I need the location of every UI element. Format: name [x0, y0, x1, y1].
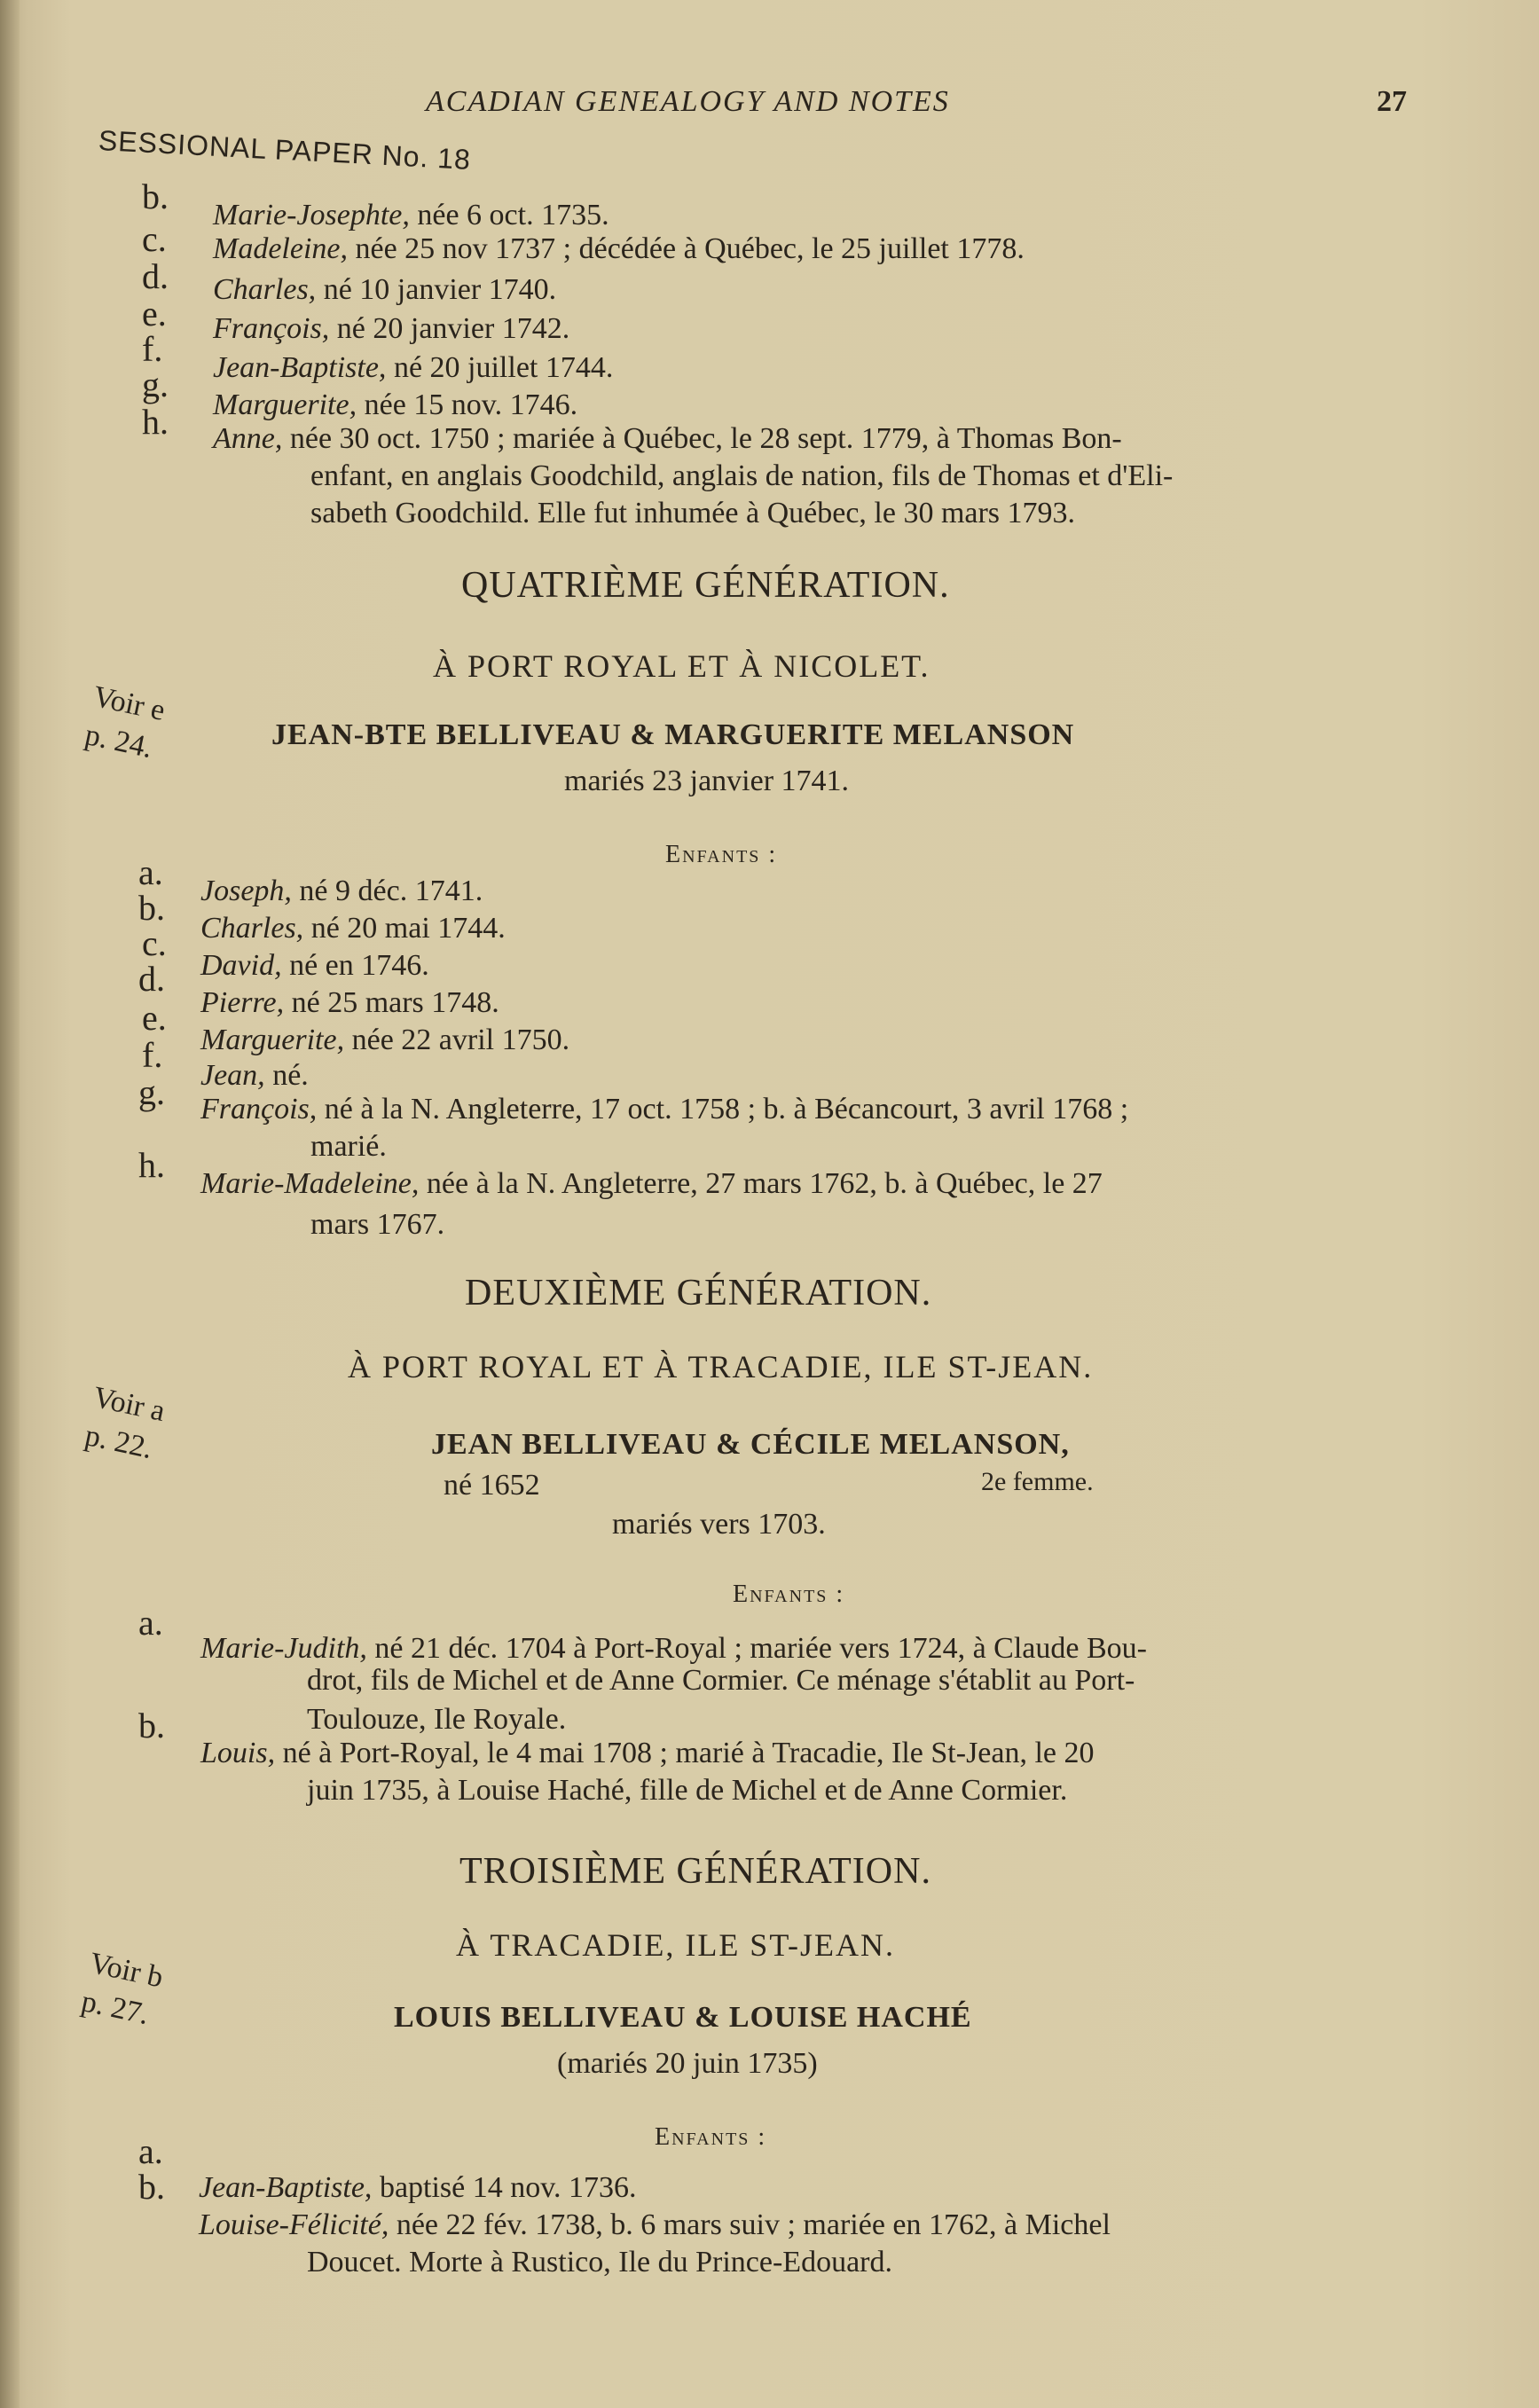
list-item — [199, 2208, 1111, 2242]
child-details: née 30 oct. 1750 ; mariée à Québec, le 28 sept. 1779, à Thomas Bon- — [282, 422, 1122, 455]
child-details: né à la N. Angleterre, 17 oct. 1758 ; b. à Bécancourt, 3 avril 1768 ; — [317, 1093, 1129, 1126]
child-details: né en 1746. — [281, 949, 429, 982]
cross-reference-note — [78, 1944, 167, 2035]
list-letter: b. — [138, 1706, 165, 1745]
list-letter: a. — [138, 1603, 163, 1643]
couple-heading: LOUIS BELLIVEAU & LOUISE HACHÉ — [394, 2001, 972, 2034]
entry-continuation: marié. — [310, 1130, 387, 1163]
children-heading: Enfants : — [665, 841, 778, 868]
marriage-date: mariés vers 1703. — [612, 1508, 826, 1541]
generation-title: QUATRIÈME GÉNÉRATION. — [461, 565, 950, 606]
child-name: Jean-Baptiste, — [213, 351, 387, 384]
place-heading: À PORT ROYAL ET À TRACADIE, ILE ST-JEAN. — [348, 1349, 1094, 1384]
cross-reference-note — [82, 1378, 169, 1470]
list-item — [200, 1632, 1147, 1666]
list-item — [213, 422, 1122, 456]
list-letter: e. — [142, 294, 167, 333]
entry-continuation: Doucet. Morte à Rustico, Ile du Prince-Edouard. — [307, 2246, 892, 2279]
child-name: Pierre, — [200, 986, 285, 1019]
entry-continuation: drot, fils de Michel et de Anne Cormier. Ce ménage s'établit au Port- — [307, 1664, 1135, 1697]
children-heading: Enfants : — [733, 1580, 845, 1608]
list-letter: f. — [142, 329, 163, 369]
marriage-date: (mariés 20 juin 1735) — [557, 2047, 818, 2080]
entry-continuation: Toulouze, Ile Royale. — [307, 1703, 567, 1736]
list-item — [213, 232, 1025, 266]
child-name: Marie-Josephte, — [213, 199, 410, 231]
cross-reference-note — [82, 678, 169, 769]
list-letter: h. — [142, 402, 169, 442]
child-name: Marie-Judith, — [200, 1632, 367, 1665]
birth-year: né 1652 — [444, 1469, 540, 1502]
list-letter: f. — [142, 1035, 163, 1075]
list-letter: c. — [142, 219, 167, 259]
child-name: Marie-Madeleine, — [200, 1167, 420, 1200]
list-item — [199, 2171, 637, 2205]
marriage-date: mariés 23 janvier 1741. — [564, 765, 850, 797]
child-details: né 10 janvier 1740. — [316, 273, 557, 306]
list-item — [213, 199, 609, 232]
list-letter: b. — [142, 176, 169, 216]
child-name: Jean-Baptiste, — [199, 2171, 373, 2204]
child-details: né 20 mai 1744. — [303, 912, 506, 945]
couple-heading: JEAN-BTE BELLIVEAU & MARGUERITE MELANSON — [271, 718, 1075, 751]
child-name: Louise-Félicité, — [199, 2208, 389, 2241]
child-name: David, — [200, 949, 282, 982]
list-item — [213, 273, 556, 307]
list-item — [200, 912, 506, 945]
generation-title: TROISIÈME GÉNÉRATION. — [459, 1851, 931, 1892]
child-details: né 20 juillet 1744. — [386, 351, 614, 384]
list-letter: c. — [142, 923, 167, 963]
sessional-paper-label: SESSIONAL PAPER No. 18 — [98, 124, 472, 176]
child-name: Joseph, — [200, 875, 292, 907]
list-letter: d. — [138, 959, 165, 999]
running-title: ACADIAN GENEALOGY AND NOTES — [426, 85, 950, 118]
cross-reference-line: p. 27. — [78, 1984, 153, 2032]
child-details: né 21 déc. 1704 à Port-Royal ; mariée vers 1724, à Claude Bou- — [366, 1632, 1147, 1665]
child-name: Charles, — [200, 912, 304, 945]
list-letter: h. — [138, 1145, 165, 1185]
couple-heading: JEAN BELLIVEAU & CÉCILE MELANSON, — [431, 1428, 1070, 1461]
cross-reference-line: Voir a — [90, 1380, 169, 1429]
list-letter: e. — [142, 998, 167, 1038]
place-heading: À TRACADIE, ILE ST-JEAN. — [456, 1927, 895, 1963]
cross-reference-line: p. 22. — [82, 1418, 156, 1466]
list-item — [213, 388, 577, 422]
children-heading: Enfants : — [655, 2123, 767, 2151]
child-name: François, — [213, 312, 330, 345]
child-name: Marguerite, — [200, 1024, 345, 1056]
list-letter: b. — [138, 888, 165, 928]
list-letter: a. — [138, 852, 163, 892]
list-item — [200, 1024, 569, 1057]
list-letter: b. — [138, 2167, 165, 2207]
second-wife-note: 2e femme. — [981, 1467, 1094, 1496]
list-item — [200, 1093, 1128, 1126]
child-name: Louis, — [200, 1737, 276, 1769]
list-letter: d. — [142, 256, 169, 296]
place-heading: À PORT ROYAL ET À NICOLET. — [433, 648, 930, 684]
list-letter: g. — [138, 1072, 165, 1112]
generation-title: DEUXIÈME GÉNÉRATION. — [465, 1273, 932, 1314]
child-details: né à Port-Royal, le 4 mai 1708 ; marié à Tracadie, Ile St-Jean, le 20 — [275, 1737, 1095, 1769]
child-details: née 22 fév. 1738, b. 6 mars suiv ; mariée en 1762, à Michel — [389, 2208, 1111, 2241]
list-letter: g. — [142, 365, 169, 404]
cross-reference-line: p. 24. — [82, 718, 156, 765]
list-item — [200, 875, 483, 908]
child-details: baptisé 14 nov. 1736. — [372, 2171, 637, 2204]
list-item — [200, 1059, 309, 1093]
entry-continuation: sabeth Goodchild. Elle fut inhumée à Québec, le 30 mars 1793. — [310, 497, 1076, 529]
entry-continuation: enfant, en anglais Goodchild, anglais de nation, fils de Thomas et d'Eli- — [310, 459, 1174, 492]
child-details: née 25 nov 1737 ; décédée à Québec, le 25 juillet 1778. — [348, 232, 1025, 265]
page-number: 27 — [1377, 85, 1407, 118]
child-details: né 9 déc. 1741. — [291, 875, 483, 907]
child-details: née 6 oct. 1735. — [409, 199, 609, 231]
child-name: François, — [200, 1093, 318, 1126]
child-name: Madeleine, — [213, 232, 348, 265]
child-details: né 25 mars 1748. — [284, 986, 499, 1019]
child-name: Charles, — [213, 273, 317, 306]
child-name: Jean, — [200, 1059, 265, 1092]
list-item — [200, 1167, 1103, 1201]
entry-continuation: juin 1735, à Louise Haché, fille de Michel et de Anne Cormier. — [307, 1774, 1068, 1807]
binding-gutter — [0, 0, 20, 2408]
child-name: Anne, — [213, 422, 283, 455]
list-item — [213, 312, 569, 346]
child-details: né 20 janvier 1742. — [329, 312, 570, 345]
child-details: né. — [264, 1059, 309, 1092]
child-name: Marguerite, — [213, 388, 357, 421]
list-item — [213, 351, 613, 385]
cross-reference-line: Voir e — [90, 679, 169, 728]
child-details: née 22 avril 1750. — [344, 1024, 570, 1056]
entry-continuation: mars 1767. — [310, 1208, 445, 1241]
child-details: née 15 nov. 1746. — [357, 388, 578, 421]
list-item — [200, 1737, 1095, 1770]
cross-reference-line: Voir b — [86, 1946, 167, 1995]
list-item — [200, 949, 429, 983]
child-details: née à la N. Angleterre, 27 mars 1762, b. à Québec, le 27 — [419, 1167, 1103, 1200]
list-item — [200, 986, 499, 1020]
list-letter: a. — [138, 2131, 163, 2171]
